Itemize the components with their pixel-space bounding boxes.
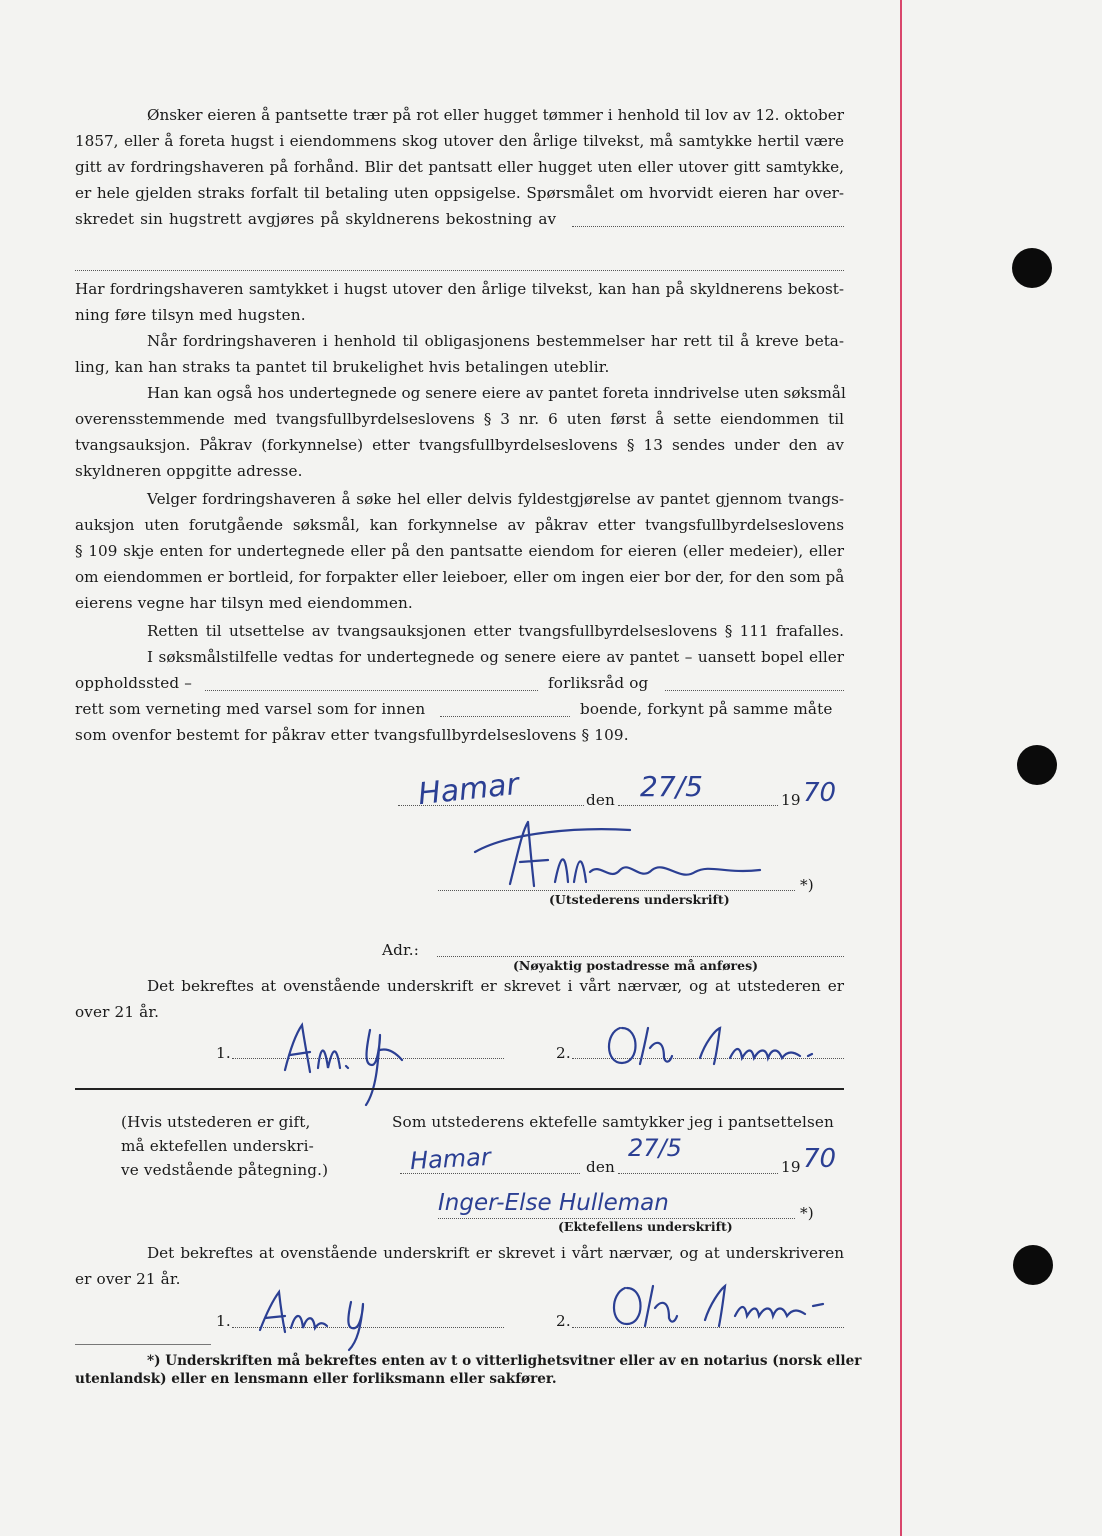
den-label: den: [586, 791, 615, 809]
spouse-note: ve vedstående påtegning.): [121, 1161, 329, 1179]
body-line: om eiendommen er bortleid, for forpakter eller leieboer, eller om ingen eier bor der, for den som på: [75, 568, 845, 586]
body-line: gitt av fordringshaveren på forhånd. Blir det pantsatt eller hugget uten eller utover gitt samtykke,: [75, 158, 844, 176]
year-prefix: 19: [781, 1158, 801, 1176]
fill-line-issuer-signature: [438, 890, 795, 891]
verneting-text: rett som verneting med varsel som for innen: [75, 700, 426, 718]
fill-line-forliksrad: [665, 690, 844, 691]
spouse-consent: Som utstederens ektefelle samtykker jeg i pantsettelsen: [392, 1113, 834, 1131]
punch-hole-bottom: [1013, 1245, 1053, 1285]
body-line: Velger fordringshaveren å søke hel eller delvis fyldestgjørelse av pantet gjennom tvangs-: [147, 490, 844, 508]
body-line: § 109 skje enten for undertegnede eller på den pantsatte eiendom for eieren (eller medeier), eller: [75, 542, 844, 560]
handwritten-place: Hamar: [416, 766, 521, 813]
star-marker: *): [800, 876, 814, 894]
witness-statement: er over 21 år.: [75, 1270, 181, 1288]
body-line: 1857, eller å foreta hugst i eiendommens skog utover den årlige tilvekst, må samtykke hertil være: [75, 132, 844, 150]
body-line: Når fordringshaveren i henhold til obligasjonens bestemmelser har rett til å kreve beta-: [147, 332, 844, 350]
body-line: eierens vegne har tilsyn med eiendommen.: [75, 594, 413, 612]
fill-line-innen: [440, 716, 570, 717]
fill-line-hugst-cost-cont: [75, 270, 844, 271]
witness-1-signature: [280, 1010, 440, 1110]
address-caption: (Nøyaktig postadresse må anføres): [513, 958, 759, 973]
fill-line-spouse-date: [618, 1173, 778, 1174]
body-line: Ønsker eieren å pantsette trær på rot eller hugget tømmer i henhold til lov av 12. oktober: [147, 106, 844, 124]
witness-statement: Det bekreftes at ovenstående underskrift er skrevet i vårt nærvær, og at utstederen er: [147, 977, 844, 995]
year-prefix: 19: [781, 791, 801, 809]
witness-number: 2.: [556, 1044, 571, 1062]
fill-line-oppholdssted: [205, 690, 538, 691]
witness-2-signature: [600, 1018, 850, 1068]
boende-text: boende, forkynt på samme måte: [580, 700, 833, 718]
body-line: Han kan også hos undertegnede og senere eiere av pantet foreta inndrivelse uten søksmål: [147, 384, 846, 402]
address-label: Adr.:: [382, 941, 419, 959]
handwritten-spouse-year: 70: [803, 1144, 837, 1174]
witness-number: 1.: [216, 1312, 231, 1330]
issuer-signature-caption: (Utstederens underskrift): [549, 892, 730, 907]
footnote-separator: [75, 1344, 211, 1345]
footnote-line: utenlandsk) eller en lensmann eller forliksmann eller sakfører.: [75, 1371, 557, 1387]
body-line: Retten til utsettelse av tvangsauksjonen etter tvangsfullbyrdelseslovens § 111 frafalles.: [147, 622, 844, 640]
spouse-note: må ektefellen underskri-: [121, 1137, 314, 1155]
witness-number: 2.: [556, 1312, 571, 1330]
fill-line-date: [618, 805, 778, 806]
witness-statement: Det bekreftes at ovenstående underskrift er skrevet i vårt nærvær, og at underskriveren: [147, 1244, 844, 1262]
oppholdssted-label: oppholdssted –: [75, 674, 193, 692]
body-line: ling, kan han straks ta pantet til brukelighet hvis betalingen uteblir.: [75, 358, 610, 376]
body-line: som ovenfor bestemt for påkrav etter tvangsfullbyrdelseslovens § 109.: [75, 726, 629, 744]
footnote-line: *) Underskriften må bekreftes enten av t o vitterlighetsvitner eller av en notarius (norsk eller: [147, 1353, 862, 1369]
punch-hole-top: [1012, 248, 1052, 288]
body-line: skyldneren oppgitte adresse.: [75, 462, 303, 480]
body-line: auksjon uten forutgående søksmål, kan forkynnelse av påkrav etter tvangsfullbyrdelseslovens: [75, 516, 844, 534]
body-line: tvangsauksjon. Påkrav (forkynnelse) etter tvangsfullbyrdelseslovens § 13 sendes under den av: [75, 436, 844, 454]
spouse-note: (Hvis utstederen er gift,: [121, 1113, 311, 1131]
fill-line-hugst-cost: [572, 226, 844, 227]
handwritten-year: 70: [803, 778, 837, 808]
spouse-signature-caption: (Ektefellens underskrift): [558, 1219, 733, 1234]
body-line: ning føre tilsyn med hugsten.: [75, 306, 306, 324]
witness-1-signature: [255, 1282, 405, 1352]
body-line: er hele gjelden straks forfalt til betaling uten oppsigelse. Spørsmålet om hvorvidt eieren har over-: [75, 184, 844, 202]
body-line: overensstemmende med tvangsfullbyrdelseslovens § 3 nr. 6 uten først å sette eiendommen til: [75, 410, 844, 428]
forliksrad-label: forliksråd og: [548, 674, 649, 692]
section-divider: [75, 1088, 844, 1090]
witness-statement: over 21 år.: [75, 1003, 160, 1021]
body-line: Har fordringshaveren samtykket i hugst utover den årlige tilvekst, kan han på skyldnerens bekost-: [75, 280, 844, 298]
den-label: den: [586, 1158, 615, 1176]
handwritten-spouse-date: 27/5: [628, 1134, 682, 1162]
issuer-signature: [470, 812, 770, 892]
witness-number: 1.: [216, 1044, 231, 1062]
handwritten-date: 27/5: [640, 770, 703, 803]
body-line: I søksmålstilfelle vedtas for undertegnede og senere eiere av pantet – uansett bopel eller: [147, 648, 844, 666]
star-marker: *): [800, 1204, 814, 1222]
spouse-signature: Inger-Else Hulleman: [438, 1190, 669, 1216]
witness-2-signature: [605, 1276, 855, 1331]
red-margin-line: [900, 0, 902, 1536]
punch-hole-middle: [1017, 745, 1057, 785]
handwritten-spouse-place: Hamar: [409, 1142, 492, 1176]
fill-line-address: [437, 956, 844, 957]
body-line: skredet sin hugstrett avgjøres på skyldnerens bekostning av: [75, 210, 557, 228]
